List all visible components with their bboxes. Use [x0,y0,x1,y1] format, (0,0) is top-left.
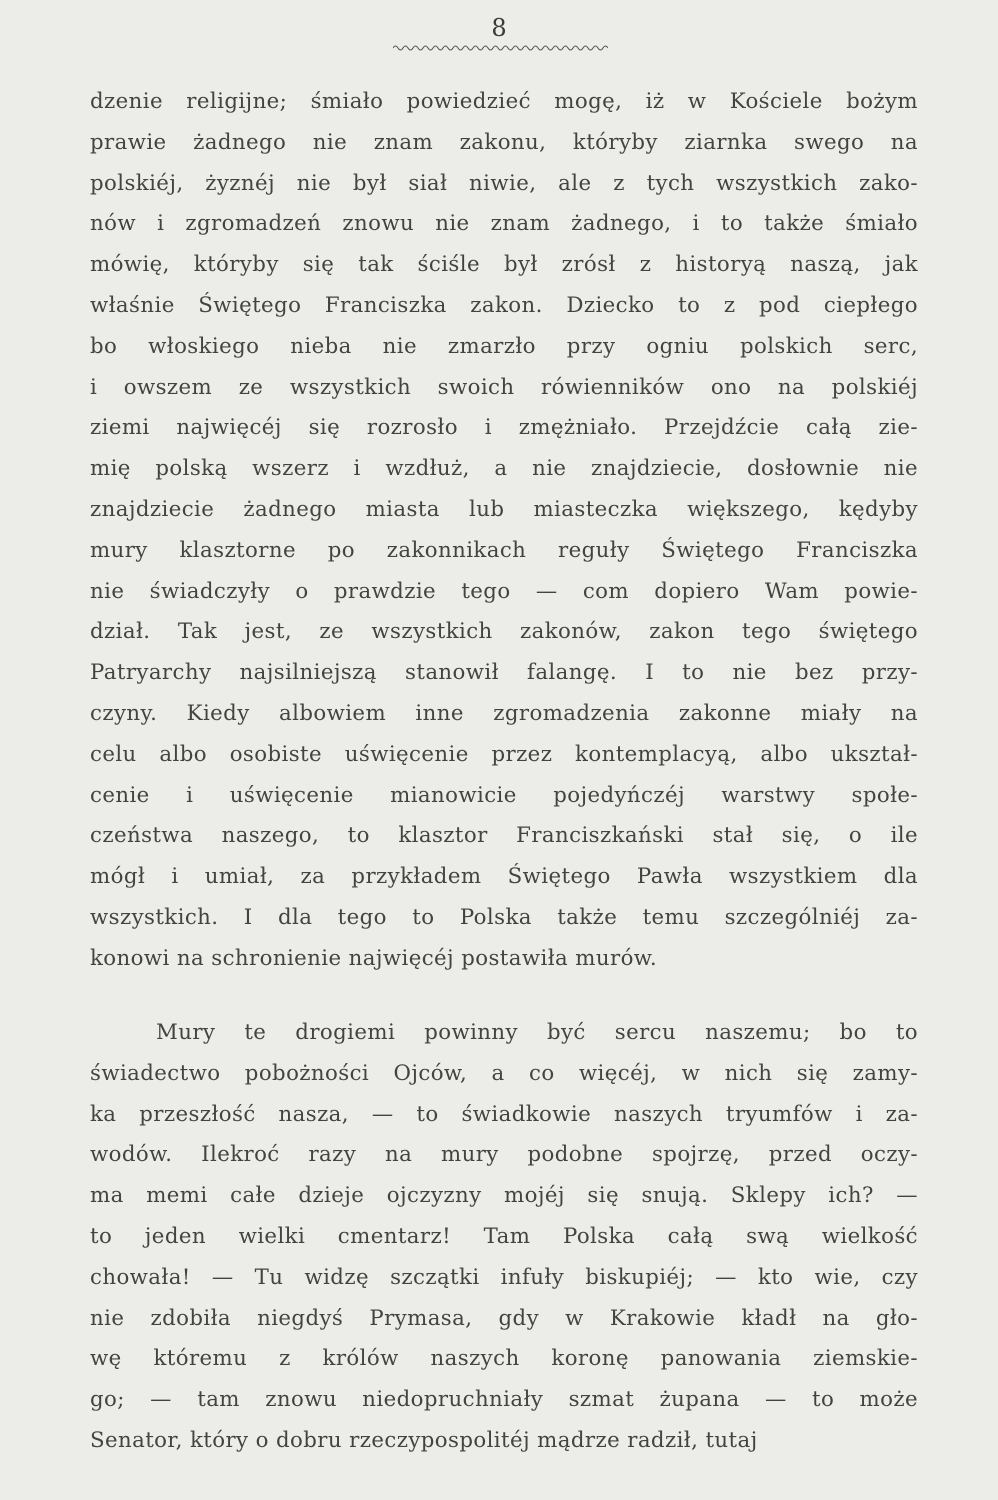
text-line: nie zdobiła niegdyś Prymasa, gdy w Krakowie kładł na gło- [90,1305,918,1331]
text-line: Patryarchy najsilniejszą stanowił falangę. I to nie bez przy- [90,660,918,686]
text-line: chowała! — Tu widzę szczątki infuły biskupiéj; — kto wie, czy [90,1264,918,1290]
wavy-rule-ornament [393,44,608,52]
text-line: wodów. Ilekroć razy na mury podobne spojrzę, przed oczy- [90,1142,918,1168]
text-line: mię polską wszerz i wzdłuż, a nie znajdziecie, dosłownie nie [90,456,918,482]
text-line: konowi na schronienie najwięcéj postawiła murów. [90,945,658,971]
text-line: mógł i umiał, za przykładem Świętego Pawła wszystkiem dla [90,864,918,890]
text-line: to jeden wielki cmentarz! Tam Polska całą swą wielkość [90,1223,918,1249]
text-line: ma memi całe dzieje ojczyzny mojéj się snują. Sklepy ich? — [90,1183,918,1209]
text-line: właśnie Świętego Franciszka zakon. Dziecko to z pod ciepłego [90,292,918,318]
page-number: 8 [491,14,507,42]
text-line: wszystkich. I dla tego to Polska także temu szczególniéj za- [90,904,918,930]
paragraph-1 [90,82,918,980]
text-line: prawie żadnego nie znam zakonu, któryby ziarnka swego na [90,129,918,155]
text-line: nie świadczyły o prawdzie tego — com dopiero Wam powie- [90,578,918,604]
text-line: Mury te drogiemi powinny być sercu naszemu; bo to [156,1020,918,1045]
text-line: wę któremu z królów naszych koronę panowania ziemskie- [90,1346,918,1372]
text-line: mówię, któryby się tak ściśle był zrósł z historyą naszą, jak [90,252,918,278]
text-line: dział. Tak jest, ze wszystkich zakonów, zakon tego świętego [90,619,918,645]
text-line: cenie i uświęcenie mianowicie pojedyńczéj warstwy społe- [90,782,918,808]
text-line: dzenie religijne; śmiało powiedzieć mogę, iż w Kościele bożym [90,89,918,114]
text-line: celu albo osobiste uświęcenie przez kontemplacyą, albo ukształ- [90,741,918,767]
text-line: mury klasztorne po zakonnikach reguły Świętego Franciszka [90,537,918,563]
text-line: i owszem ze wszystkich swoich rówienników ono na polskiéj [90,374,918,400]
text-line: ka przeszłość nasza, — to świadkowie naszych tryumfów i za- [90,1101,918,1127]
text-line: czeństwa naszego, to klasztor Franciszkański stał się, o ile [90,823,918,849]
text-line: polskiéj, żyznéj nie był siał niwie, ale z tych wszystkich zako- [90,170,918,196]
text-line: świadectwo pobożności Ojców, a co więcéj, w nich się zamy- [90,1060,918,1086]
text-line: bo włoskiego nieba nie zmarzło przy ogniu polskich serc, [90,333,918,359]
text-line: go; — tam znowu niedopruchniały szmat żupana — to może [90,1387,918,1413]
text-line: czyny. Kiedy albowiem inne zgromadzenia zakonne miały na [90,700,918,726]
paragraph-2 [90,1013,918,1462]
text-line: znajdziecie żadnego miasta lub miasteczka większego, kędyby [90,496,918,522]
text-line: Senator, który o dobru rzeczypospolitéj mądrze radził, tutaj [90,1427,758,1453]
text-line: ziemi najwięcéj się rozrosło i zmężniało. Przejdźcie całą zie- [90,415,918,441]
text-line: nów i zgromadzeń znowu nie znam żadnego, i to także śmiało [90,211,918,237]
